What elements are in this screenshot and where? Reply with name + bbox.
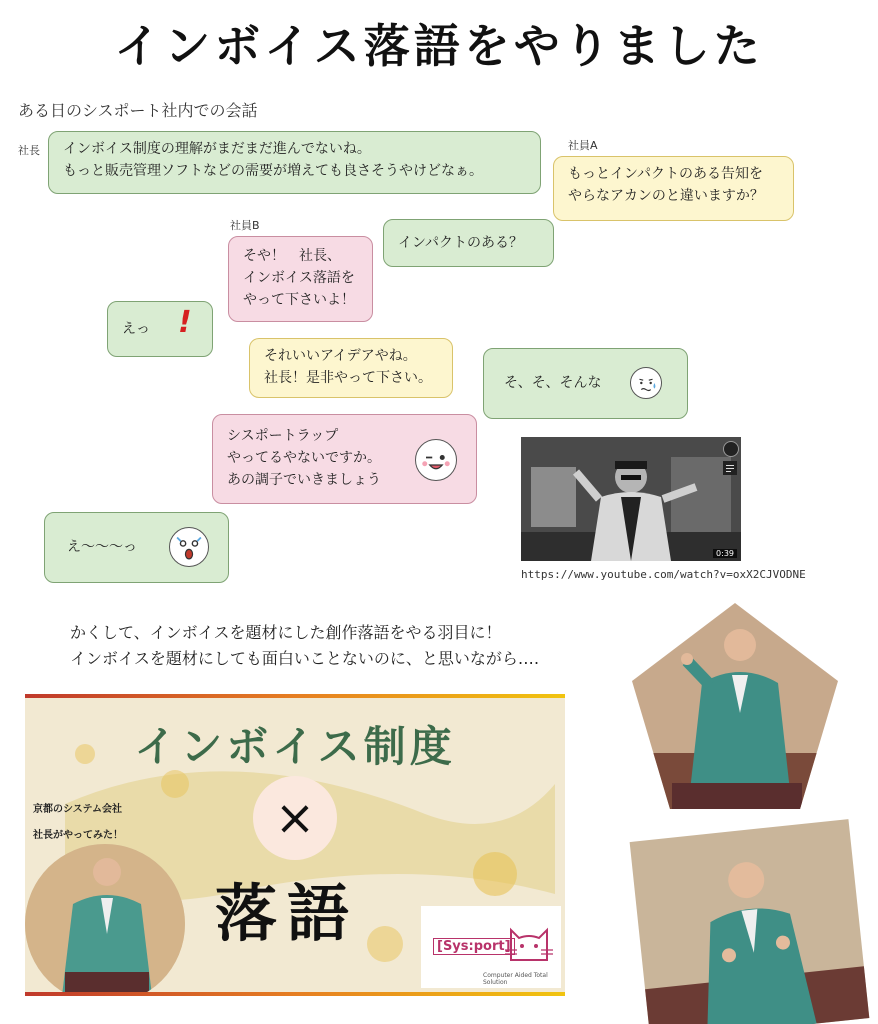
narration-text [70,620,539,672]
rakugo-poster [25,694,565,996]
shocked-face-icon [169,527,209,567]
sysport-logo-box [421,906,561,988]
chat-line: 社長！是非やって下さい。 [264,370,432,386]
poster-title: インボイス制度 [134,722,456,771]
chat-bubble-president-1 [48,131,541,194]
chat-line: そや！ 社長、 [243,248,341,264]
chat-line: それいいアイデアやね。 [264,348,417,364]
video-scene-illustration [521,437,741,561]
chat-line: あの調子でいきましょう [227,472,381,488]
winking-face-icon [415,439,457,481]
chat-line: やってるやないですか。 [227,450,381,466]
chat-line: インボイス落語を [243,270,355,286]
sysport-logo-text: [Sys:port] [433,938,515,955]
chat-bubble-president-5 [44,512,229,583]
chat-line: インパクトのある？ [398,235,524,251]
narration-line: かくして、インボイスを題材にした創作落語をやる羽目に！ [70,623,502,642]
video-url-link[interactable]: https://www.youtube.com/watch?v=oxX2CJVODNE [521,568,806,581]
chat-line: もっと販売管理ソフトなどの需要が増えても良さそうやけどなぁ。 [63,163,483,179]
narration-line: インボイスを題材にしても面白いことないのに、と思いながら‥‥ [70,649,540,668]
poster-times-symbol: × [253,776,337,860]
poster-top-stripe [25,694,565,698]
chat-line: やらなアカンのと違いますか？ [568,188,764,204]
chat-line: え〜〜〜っ [67,539,137,555]
page-subtitle: ある日のシスポート社内での会話 [18,101,258,120]
performer-tilted-photo [620,808,878,1024]
poster-performer-photo [25,844,185,996]
chat-line: シスポートラップ [227,428,339,444]
poster-bottom-stripe [25,992,565,996]
poster-sub-2: 社長がやってみた！ [33,830,123,841]
poster-rakugo: 落語 [215,877,360,950]
chat-bubble-president-4 [483,348,688,419]
chat-line: えっ [122,321,150,337]
performer-pentagon-photo [632,603,838,809]
exclamation-icon: ! [178,305,192,340]
speaker-employee-a-label: 社員A [568,139,598,152]
add-to-queue-icon[interactable] [723,461,737,475]
chat-bubble-president-3 [107,301,213,357]
chat-bubble-employee-b-1 [228,236,373,322]
speaker-president-label: 社長 [18,144,40,157]
video-duration: 0:39 [713,549,737,558]
sysport-tagline: Computer Aided Total Solution [483,972,548,986]
sweating-face-icon [630,367,662,399]
chat-bubble-employee-a-1 [553,156,794,221]
chat-line: インボイス制度の理解がまだまだ進んでないね。 [63,141,371,157]
page-title: インボイス落語をやりました [114,19,764,73]
chat-bubble-president-2 [383,219,554,267]
watch-later-icon[interactable] [723,441,739,457]
chat-line: やって下さいよ！ [243,292,355,308]
cat-logo-icon [503,916,555,968]
poster-sub-1: 京都のシステム会社 [33,804,122,815]
chat-line: そ、そ、そんな [504,375,602,391]
youtube-video-thumbnail[interactable] [521,437,741,561]
chat-bubble-employee-b-2 [212,414,477,504]
chat-line: もっとインパクトのある告知を [568,166,764,182]
chat-bubble-employee-a-2 [249,338,453,398]
speaker-employee-b-label: 社員B [230,219,260,232]
